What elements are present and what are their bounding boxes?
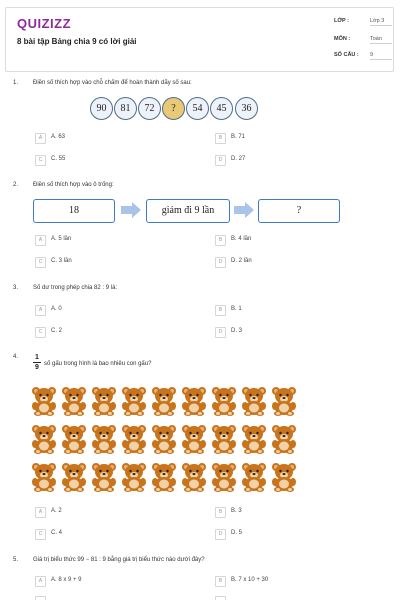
question-number: 2. (13, 182, 19, 188)
option-letter-box[interactable]: D (215, 529, 226, 540)
bear-icon (240, 462, 268, 492)
question-text: Điền số thích hợp vào ô trống: (33, 182, 114, 188)
bear-icon (30, 462, 58, 492)
option-d[interactable] (215, 529, 365, 539)
option-d[interactable] (215, 155, 365, 165)
option-b[interactable] (215, 507, 365, 517)
meta-underline (370, 25, 392, 26)
operation-box: giảm đi 9 lần (146, 199, 230, 223)
bear-icon (60, 424, 88, 454)
bear-icon (180, 424, 208, 454)
option-letter-box[interactable]: B (215, 235, 226, 246)
option-b[interactable] (215, 305, 365, 315)
option-text: D. 3 (231, 328, 243, 334)
bear-icon (120, 386, 148, 416)
option-b[interactable] (215, 576, 365, 586)
meta-underline (370, 59, 392, 60)
sequence-number: 54 (186, 97, 209, 120)
bear-icon (210, 386, 238, 416)
question-text: số gấu trong hình là bao nhiêu con gấu? (44, 361, 152, 367)
worksheet-header (5, 7, 394, 72)
fraction-denominator: 9 (35, 364, 39, 371)
fraction-one-ninth (33, 354, 41, 371)
meta-grade (334, 15, 392, 29)
bear-icon (90, 386, 118, 416)
question-text: Giá trị biểu thức 99 − 81 : 9 bằng giá trị biểu thức nào dưới đây? (33, 557, 205, 563)
option-c[interactable] (35, 155, 185, 165)
option-text: C. 3 lần (51, 258, 72, 264)
question-number: 5. (13, 557, 19, 563)
meta-underline (370, 43, 392, 44)
meta-subject-value: Toán (370, 36, 382, 42)
option-letter-box[interactable]: B (215, 507, 226, 518)
option-c[interactable] (35, 327, 185, 337)
option-letter-box[interactable]: A (35, 235, 46, 246)
option-letter-box[interactable]: A (35, 507, 46, 518)
meta-subject (334, 33, 392, 47)
bear-icon (30, 386, 58, 416)
question-text: Điền số thích hợp vào chỗ chấm để hoàn thành dãy số sau: (33, 80, 192, 86)
option-a[interactable] (35, 133, 185, 143)
option-text: D. 2 lần (231, 258, 252, 264)
sequence-missing: ? (162, 97, 185, 120)
bear-icon (270, 424, 298, 454)
bear-icon (150, 424, 178, 454)
meta-grade-value: Lớp 3 (370, 18, 385, 24)
option-a[interactable] (35, 576, 185, 586)
bear-icon (270, 462, 298, 492)
option-c[interactable] (35, 529, 185, 539)
bear-icon (60, 462, 88, 492)
right-arrow-icon (121, 202, 141, 218)
sequence-number: 81 (114, 97, 137, 120)
question-text: Số dư trong phép chia 82 : 9 là: (33, 285, 118, 291)
option-a[interactable] (35, 507, 185, 517)
bear-icon (180, 386, 208, 416)
option-letter-box[interactable]: D (215, 327, 226, 338)
bear-icon (210, 462, 238, 492)
option-text: A. 63 (51, 134, 66, 140)
bear-icon (90, 424, 118, 454)
option-text: C. 4 (51, 530, 63, 536)
option-letter-box[interactable] (215, 596, 226, 600)
worksheet-title: 8 bài tập Bảng chia 9 có lời giải (17, 37, 137, 46)
bear-grid (30, 386, 300, 496)
option-letter-box[interactable]: A (35, 576, 46, 587)
option-letter-box[interactable]: D (215, 257, 226, 268)
bear-icon (60, 386, 88, 416)
option-text: B. 71 (231, 134, 246, 140)
sequence-number: 90 (90, 97, 113, 120)
option-letter-box[interactable] (35, 596, 46, 600)
option-letter-box[interactable]: D (215, 155, 226, 166)
meta-grade-label: LỚP : (334, 18, 349, 24)
meta-count-label: SỐ CÂU : (334, 52, 359, 58)
option-text: A. 8 x 9 + 9 (51, 577, 82, 583)
option-letter-box[interactable]: B (215, 576, 226, 587)
option-text: D. 5 (231, 530, 243, 536)
meta-question-count (334, 49, 392, 63)
option-letter-box[interactable]: C (35, 529, 46, 540)
option-d[interactable] (215, 596, 365, 600)
option-a[interactable] (35, 235, 185, 245)
option-letter-box[interactable]: A (35, 305, 46, 316)
option-text: A. 5 lần (51, 236, 72, 242)
option-letter-box[interactable]: A (35, 133, 46, 144)
meta-count-value: 9 (370, 52, 374, 58)
option-letter-box[interactable]: C (35, 257, 46, 268)
sequence-number: 45 (210, 97, 233, 120)
bear-icon (150, 462, 178, 492)
bear-icon (120, 424, 148, 454)
option-a[interactable] (35, 305, 185, 315)
option-text: A. 0 (51, 306, 62, 312)
meta-subject-label: MÔN : (334, 36, 351, 42)
option-text: B. 4 lần (231, 236, 252, 242)
option-text: B. 3 (231, 508, 242, 514)
sequence-number: 36 (235, 97, 258, 120)
option-letter-box[interactable]: C (35, 327, 46, 338)
option-text: C. 2 (51, 328, 63, 334)
fraction-numerator: 1 (35, 354, 39, 361)
bear-icon (30, 424, 58, 454)
option-text: A. 2 (51, 508, 62, 514)
result-box: ? (258, 199, 340, 223)
option-letter-box[interactable]: C (35, 155, 46, 166)
option-b[interactable] (215, 235, 365, 245)
question-number: 4. (13, 354, 19, 360)
option-letter-box[interactable]: B (215, 305, 226, 316)
bear-icon (120, 462, 148, 492)
option-text: D. 27 (231, 156, 246, 162)
bear-icon (90, 462, 118, 492)
bear-icon (150, 386, 178, 416)
bear-icon (210, 424, 238, 454)
right-arrow-icon (234, 202, 254, 218)
option-d[interactable] (215, 257, 365, 267)
option-text: C. 55 (51, 156, 66, 162)
option-letter-box[interactable]: B (215, 133, 226, 144)
option-c[interactable] (35, 257, 185, 267)
option-c[interactable] (35, 596, 185, 600)
quizizz-logo[interactable]: QUIZIZZ (17, 16, 72, 31)
option-b[interactable] (215, 133, 365, 143)
bear-icon (270, 386, 298, 416)
question-number: 1. (13, 80, 19, 86)
bear-icon (240, 424, 268, 454)
option-text: B. 7 x 10 + 30 (231, 577, 269, 583)
question-number: 3. (13, 285, 19, 291)
start-value-box: 18 (33, 199, 115, 223)
bear-icon (240, 386, 268, 416)
fraction-bar (33, 362, 41, 363)
sequence-number: 72 (138, 97, 161, 120)
bear-icon (180, 462, 208, 492)
option-d[interactable] (215, 327, 365, 337)
option-text: B. 1 (231, 306, 242, 312)
